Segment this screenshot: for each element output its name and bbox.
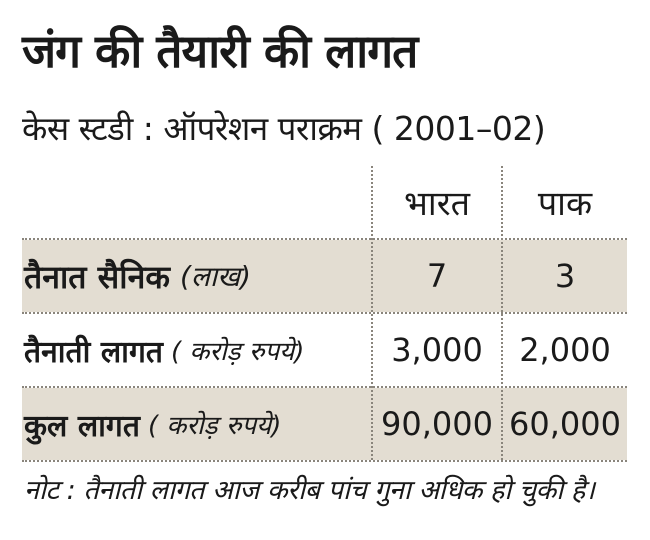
row-label [24,388,369,460]
table-row-total-cost [22,388,627,460]
column-divider [501,166,503,460]
row-label-text: कुल लागत [24,408,140,444]
cost-table [22,166,627,458]
page-title: जंग की तैयारी की लागत [22,24,418,78]
row-label-unit: ( करोड़ रुपये) [170,337,305,367]
value-pakistan: 3 [554,257,576,295]
value-india: 3,000 [391,331,483,369]
row-divider [22,386,627,388]
footnote: नोट : तैनाती लागत आज करीब पांच गुना अधिक हो चुकी है। [24,475,595,506]
row-divider [22,312,627,314]
row-label-unit: ( करोड़ रुपये) [147,411,282,441]
table-header-row [22,166,627,238]
row-label [24,240,369,312]
row-divider [22,238,627,240]
row-divider [22,460,627,462]
table-row-troops [22,240,627,312]
table-row-deployment-cost [22,314,627,386]
column-header-pakistan: पाक [537,184,593,224]
value-india: 90,000 [381,405,493,443]
value-pakistan: 60,000 [509,405,621,443]
page-subtitle: केस स्टडी : ऑपरेशन पराक्रम ( 2001–02) [22,109,546,148]
value-india: 7 [426,257,448,295]
row-label-unit: (लाख) [179,260,251,293]
column-divider [371,166,373,460]
row-label [24,314,369,386]
row-label-text: तैनाती लागत [24,334,163,370]
value-pakistan: 2,000 [519,331,611,369]
column-header-india: भारत [404,184,470,224]
row-label-text: तैनात सैनिक [24,257,170,296]
